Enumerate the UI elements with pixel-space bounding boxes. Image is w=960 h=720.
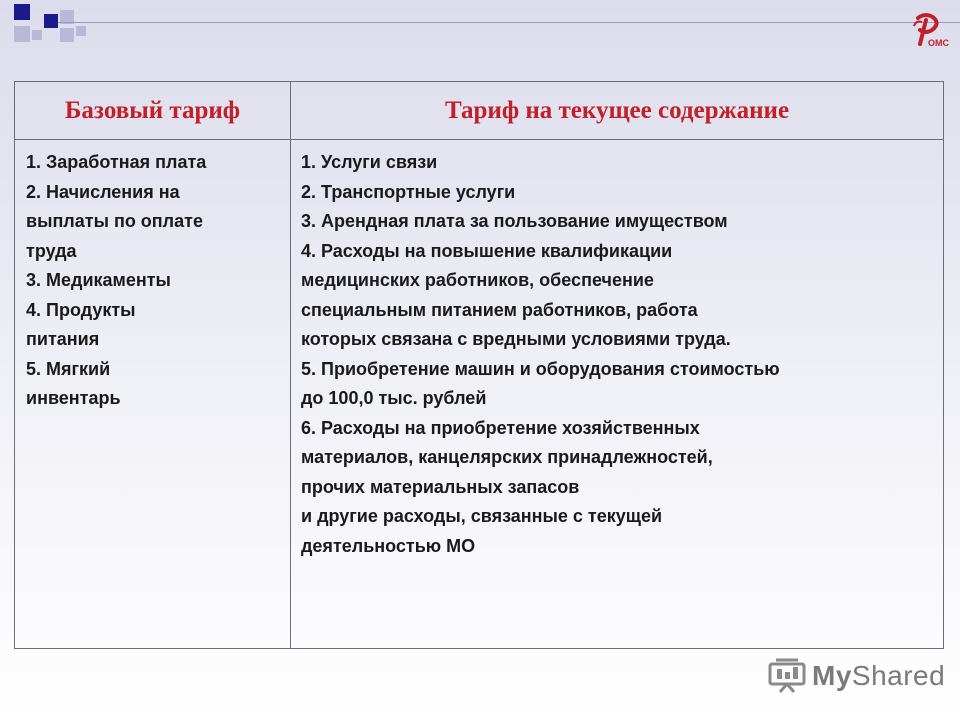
decorative-squares [0, 0, 300, 60]
list-item: 5. Приобретение машин и оборудования стоимостью [301, 358, 780, 379]
list-item: 1. Заработная плата [26, 152, 207, 172]
list-item: до 100,0 тыс. рублей [301, 388, 487, 408]
list-item: 4. Продукты [26, 299, 136, 320]
list-item: 3. Медикаменты [26, 270, 171, 290]
list-item: прочих материальных запасов [301, 476, 580, 497]
list-item: 2. Начисления на [26, 181, 180, 202]
base-tariff-list [26, 148, 284, 414]
deco-square [76, 26, 86, 36]
projector-screen-icon [768, 658, 806, 694]
list-item: медицинских работников, обеспечение [301, 270, 654, 290]
list-item: 2. Транспортные услуги [301, 181, 516, 202]
list-item: которых связана с вредными условиями труда. [301, 329, 731, 349]
list-item: 1. Услуги связи [301, 152, 438, 172]
header-base-tariff: Базовый тариф [64, 96, 241, 124]
deco-square [32, 30, 42, 40]
oms-logo-icon [908, 12, 954, 48]
list-item: инвентарь [26, 388, 121, 408]
maintenance-tariff-list [301, 148, 941, 561]
list-item: и другие расходы, связанные с текущей [301, 506, 663, 526]
header-divider [15, 139, 943, 140]
list-item: 3. Арендная плата за пользование имуществом [301, 211, 728, 231]
myshared-watermark [768, 656, 945, 696]
list-item: деятельностью МО [301, 535, 476, 556]
list-item: 6. Расходы на приобретение хозяйственных [301, 417, 700, 438]
list-item: питания [26, 329, 100, 349]
logo-text: ОМС [928, 38, 949, 48]
column-divider [290, 82, 291, 648]
list-item: 4. Расходы на повышение квалификации [301, 240, 673, 261]
list-item: материалов, канцелярских принадлежностей, [301, 447, 713, 467]
deco-square [44, 14, 58, 28]
watermark-text: MyShared [812, 660, 946, 691]
list-item: труда [26, 240, 77, 261]
list-item: 5. Мягкий [26, 358, 111, 379]
list-item: выплаты по оплате [26, 211, 203, 231]
deco-square [14, 4, 30, 20]
header-rule [58, 22, 960, 23]
tariff-table [14, 81, 944, 649]
deco-square [60, 28, 74, 42]
list-item: специальным питанием работников, работа [301, 299, 698, 320]
deco-square [14, 26, 30, 42]
header-maintenance-tariff: Тариф на текущее содержание [444, 96, 790, 124]
